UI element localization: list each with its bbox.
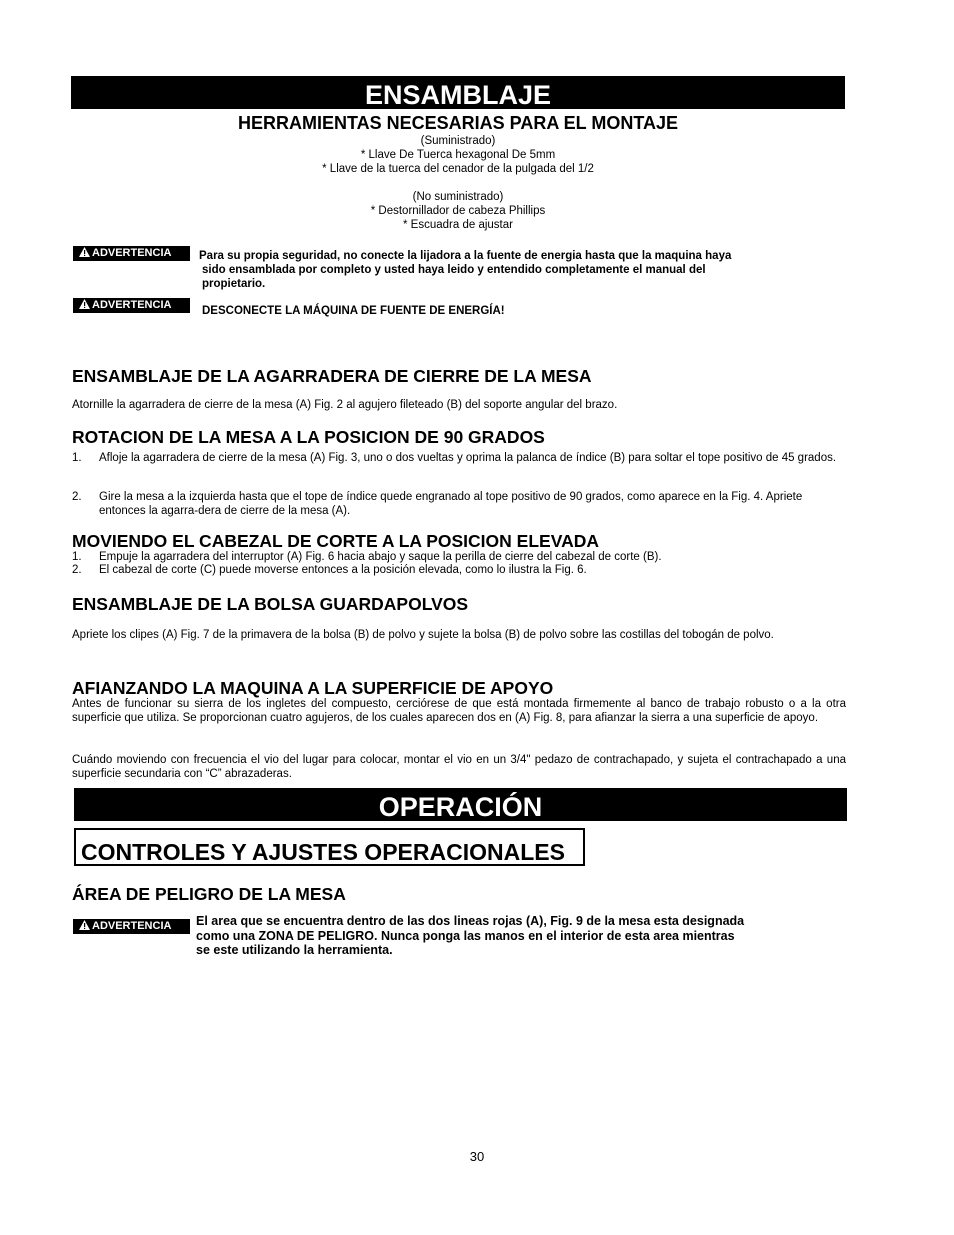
list-item-number: 1. <box>72 551 82 563</box>
list-item-text: Gire la mesa a la izquierda hasta que el tope de índice quede engranado al tope positivo de 90 grados, como aparece en la Fig. 4. Apriete entonces la agarra-dera de cierre de la mesa (A). <box>99 491 803 517</box>
not-supplied-label: (No suministrado) <box>412 191 504 203</box>
list-item-number: 2. <box>72 491 82 503</box>
rotation-heading: ROTACION DE LA MESA A LA POSICION DE 90 GRADOS <box>72 427 545 447</box>
dust-bag-heading: ENSAMBLAJE DE LA BOLSA GUARDAPOLVOS <box>72 594 469 614</box>
warning-line: Para su propia seguridad, no conecte la lijadora a la fuente de energia hasta que la maquina haya <box>199 250 732 262</box>
list-item <box>72 551 846 565</box>
not-supplied-item: * Escuadra de ajustar <box>403 219 513 231</box>
warning-badge <box>73 919 190 934</box>
securing-text-1: Antes de funcionar su sierra de los ingletes del compuesto, cerciórese de que está montada firmemente al banco de trabajo robusto o a la otra superficie que utiliza. Se proporcionan cuatro agujeros, de los cuales aparecen dos en (A) Fig. 8, para afianzar la sierra a una superficie de apoyo. <box>72 698 846 724</box>
securing-heading: AFIANZANDO LA MAQUINA A LA SUPERFICIE DE APOYO <box>72 678 554 698</box>
tools-list <box>71 134 845 232</box>
danger-area-heading: ÁREA DE PELIGRO DE LA MESA <box>72 884 346 904</box>
warning-line: se este utilizando la herramienta. <box>196 943 393 957</box>
supplied-label: (Suministrado) <box>420 135 496 147</box>
danger-warning-text <box>196 914 846 958</box>
not-supplied-item: * Destornillador de cabeza Phillips <box>370 205 546 217</box>
list-item-text: Empuje la agarradera del interruptor (A) Fig. 6 hacia abajo y saque la perilla de cierre del cabezal de corte (B). <box>99 551 662 563</box>
cutting-head-heading: MOVIENDO EL CABEZAL DE CORTE A LA POSICION ELEVADA <box>72 531 599 551</box>
securing-text-2: Cuándo moviendo con frecuencia el vio del lugar para colocar, montar el vio en un 3/4" pedazo de contrachapado, y sujeta el contrachapado a una superficie secundaria con “C” abrazaderas. <box>72 754 846 780</box>
supplied-item: * Llave de la tuerca del cenador de la pulgada del 1/2 <box>322 163 594 175</box>
warning-label: ADVERTENCIA <box>92 247 172 259</box>
page-number: 30 <box>469 1149 485 1164</box>
list-item-text: Afloje la agarradera de cierre de la mesa (A) Fig. 3, uno o dos vueltas y oprima la palanca de índice (B) para soltar el tope positivo de 45 grados. <box>99 452 837 464</box>
list-item-number: 1. <box>72 452 82 464</box>
list-item <box>72 452 846 466</box>
warning-label: ADVERTENCIA <box>92 299 172 311</box>
list-item <box>72 491 846 518</box>
assembly-banner: ENSAMBLAJE <box>71 76 845 109</box>
supplied-item: * Llave De Tuerca hexagonal De 5mm <box>360 149 556 161</box>
lock-handle-heading: ENSAMBLAJE DE LA AGARRADERA DE CIERRE DE LA MESA <box>72 366 592 386</box>
warning-line: como una ZONA DE PELIGRO. Nunca ponga las manos en el interior de esta area mientras <box>196 928 735 943</box>
list-item-text: El cabezal de corte (C) puede moverse entonces a la posición elevada, como lo ilustra la Fig. 6. <box>99 564 587 576</box>
warning-badge <box>73 246 190 261</box>
warning-line: propietario. <box>202 278 266 290</box>
warning-line: sido ensamblada por completo y usted haya leido y entendido completamente el manual del <box>202 264 706 276</box>
list-item-number: 2. <box>72 564 82 576</box>
list-item <box>72 564 846 578</box>
warning-2-text: DESCONECTE LA MÁQUINA DE FUENTE DE ENERGÍA! <box>202 305 505 317</box>
warning-triangle-icon <box>79 920 90 930</box>
warning-triangle-icon <box>79 299 90 309</box>
tools-heading: HERRAMIENTAS NECESARIAS PARA EL MONTAJE <box>237 113 679 133</box>
warning-line: El area que se encuentra dentro de las dos lineas rojas (A), Fig. 9 de la mesa esta designada <box>196 914 745 928</box>
warning-badge <box>73 298 190 313</box>
lock-handle-text: Atornille la agarradera de cierre de la mesa (A) Fig. 2 al agujero fileteado (B) del soporte angular del brazo. <box>72 399 618 411</box>
controls-heading: CONTROLES Y AJUSTES OPERACIONALES <box>74 828 585 866</box>
warning-label: ADVERTENCIA <box>92 920 172 932</box>
dust-bag-text: Apriete los clipes (A) Fig. 7 de la primavera de la bolsa (B) de polvo y sujete la bolsa (B) de polvo sobre las costillas del tobogán de polvo. <box>72 629 774 641</box>
warning-1-text <box>199 249 839 291</box>
warning-triangle-icon <box>79 247 90 257</box>
operation-banner: OPERACIÓN <box>74 788 847 821</box>
